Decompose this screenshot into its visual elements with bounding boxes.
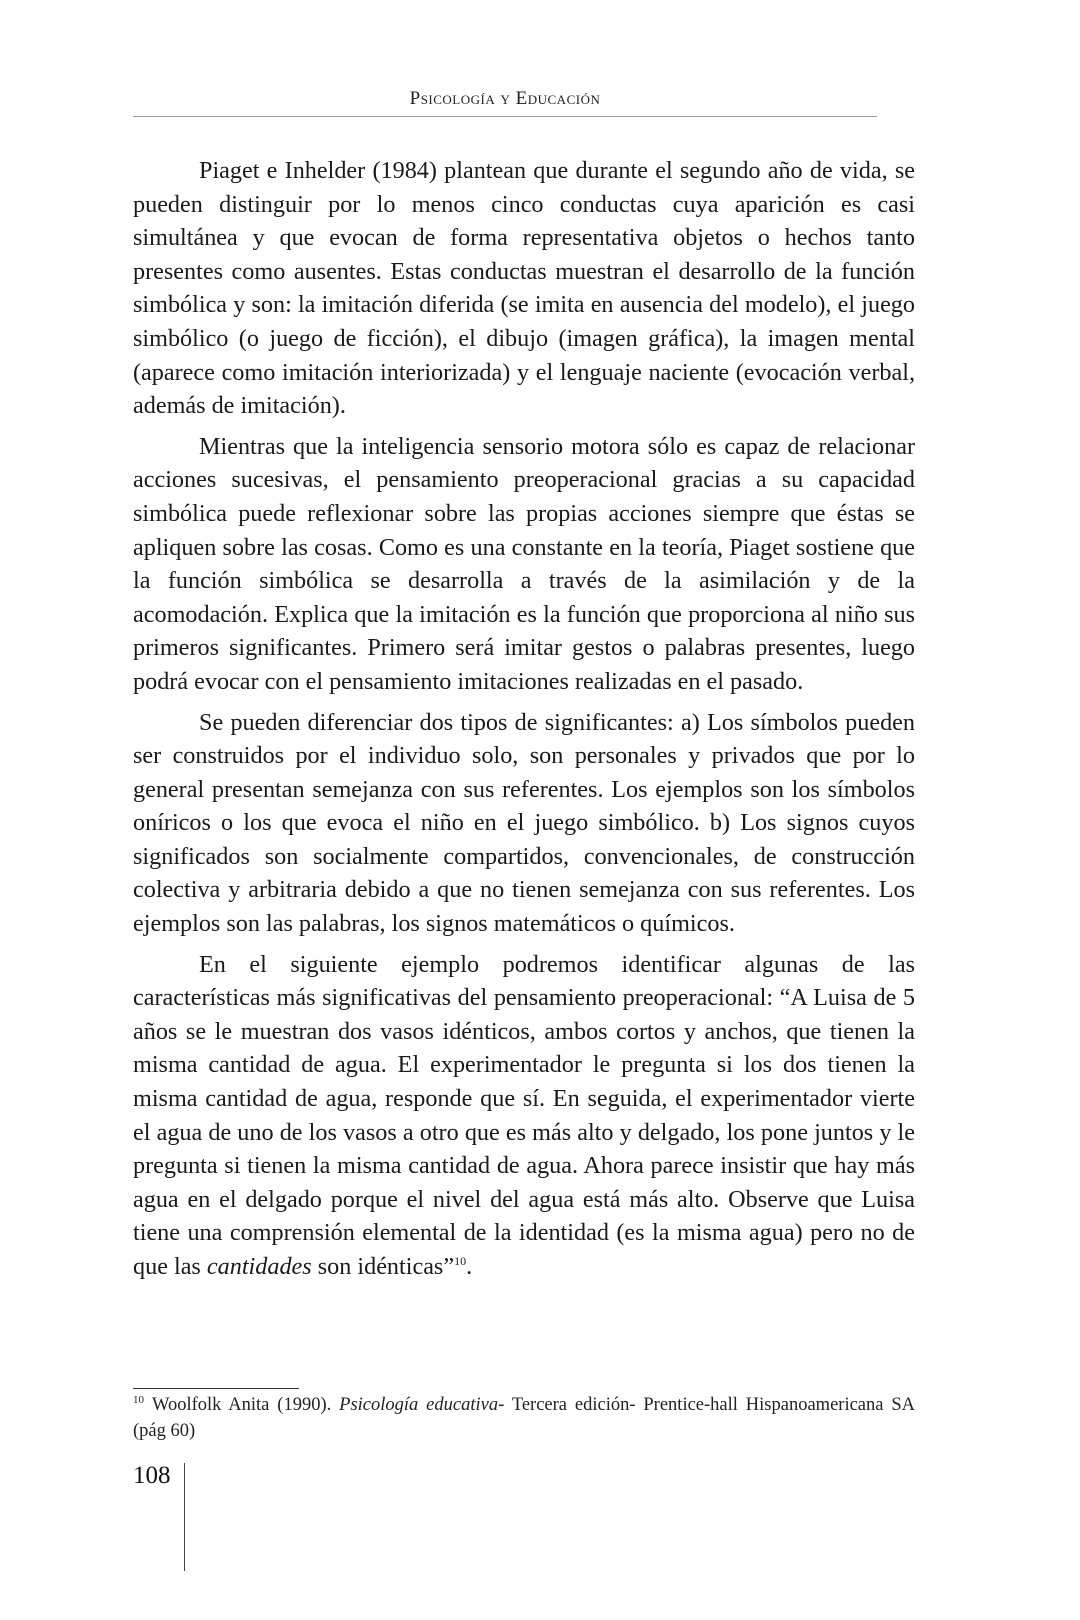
page-number-rule [184,1463,185,1571]
paragraph-4-trailing: . [466,1253,473,1280]
paragraph-2: Mientras que la inteligencia sensorio motora sólo es capaz de relacionar acciones sucesivas, el pensamiento preoperacional gracias a su capacidad simbólica puede reflexionar sobre las propias acciones siempre que éstas se apliquen sobre las cosas. Como es una constante en la teoría, Piaget sostiene que la función simbólica se desarrolla a través de la asimilación y de la acomodación. Explica que la imitación es la función que proporciona al niño sus primeros significantes. Primero será imitar gestos o palabras presentes, luego podrá evocar con el pensamiento imitaciones realizadas en el pasado. [133,432,915,695]
paragraph-4-text: En el siguiente ejemplo podremos identificar algunas de las características más significativas del pensamiento preoperacional: “A Luisa de 5 años se le muestran dos vasos idénticos, ambos cortos y anchos, que tienen la misma cantidad de agua. El experimentador le pregunta si los dos tienen la misma cantidad de agua, responde que sí. En seguida, el experimentador vierte el agua de uno de los vasos a otro que es más alto y delgado, los pone juntos y le pregunta si tienen la misma cantidad de agua. Ahora parece insistir que hay más agua en el delgado porque el nivel del agua está más alto. Observe que Luisa tiene una comprensión elemental de la identidad (es la misma agua) pero no de que las [133,950,915,1280]
paragraph-4 [133,948,915,1284]
footnote [133,1392,915,1444]
paragraph-4-text-end: son idénticas” [311,1253,455,1280]
paragraph-1: Piaget e Inhelder (1984) plantean que durante el segundo año de vida, se pueden distinguir por lo menos cinco conductas cuya aparición es casi simultánea y que evocan de forma representativa objetos o hechos tanto presentes como ausentes. Estas conductas muestran el desarrollo de la función simbólica y son: la imitación diferida (se imita en ausencia del modelo), el juego simbólico (o juego de ficción), el dibujo (imagen gráfica), la imagen mental (aparece como imitación interiorizada) y el lenguaje naciente (evocación verbal, además de imitación). [133,157,915,420]
body-text [133,154,915,1291]
footnote-divider [133,1388,299,1389]
page-number: 108 [133,1462,171,1489]
footnote-text-end: - Tercera edición- Prentice-hall Hispanoamericana SA (pág 60) [133,1395,916,1441]
footnote-book-title: Psicología educativa [339,1395,499,1415]
paragraph-4-italic: cantidades [206,1253,312,1280]
running-header-title: Psicología y Educación [409,88,601,109]
header-divider [133,116,877,117]
footnote-text: Woolfolk Anita (1990). [152,1395,340,1415]
paragraph-3: Se pueden diferenciar dos tipos de significantes: a) Los símbolos pueden ser construidos por el individuo solo, son personales y privados que por lo general presentan semejanza con sus referentes. Los ejemplos son los símbolos oníricos o los que evoca el niño en el juego simbólico. b) Los signos cuyos significados son socialmente compartidos, convencionales, de construcción colectiva y arbitraria debido a que no tienen semejanza con sus referentes. Los ejemplos son las palabras, los signos matemáticos o químicos. [133,708,915,938]
footnote-reference[interactable]: 10 [454,1253,467,1268]
footnote-marker: 10 [133,1393,144,1406]
